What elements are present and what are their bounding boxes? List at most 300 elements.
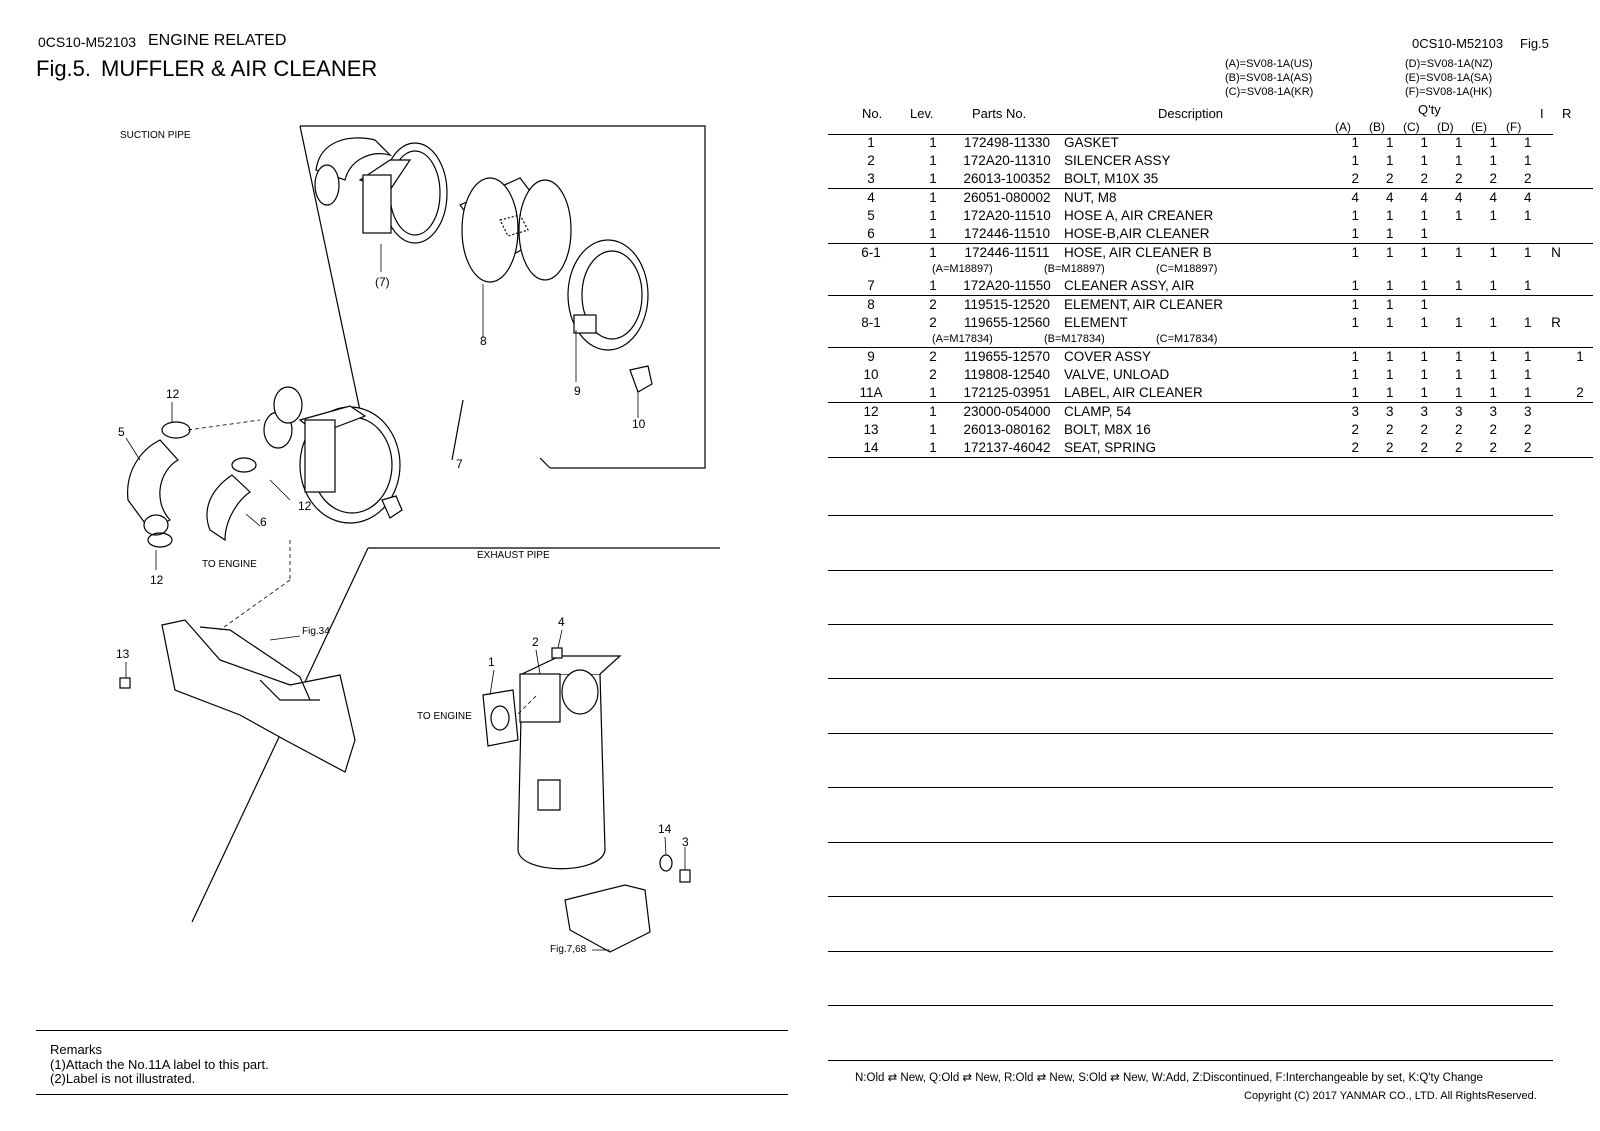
air-cleaner-element (460, 178, 571, 282)
cell-qty (1442, 225, 1477, 244)
cell-lev: 1 (929, 208, 937, 223)
cell-r (1567, 366, 1593, 384)
cell-qty: 3 (1385, 404, 1394, 419)
table-subrow (828, 262, 1593, 277)
cell-i (1545, 170, 1567, 189)
cell-qty: 2 (1407, 439, 1442, 458)
cell-qty: 4 (1385, 190, 1394, 205)
cell-no: 6 (828, 225, 914, 244)
cell-description: COVER ASSY (1064, 349, 1152, 364)
cell-qty: 1 (1523, 208, 1532, 223)
cell-no: 2 (867, 153, 875, 168)
table-subrow (828, 332, 1593, 348)
cell-qty: 3 (1420, 404, 1428, 419)
cell-description: BOLT, M10X 35 (1062, 170, 1338, 189)
figure-title (36, 56, 387, 82)
empty-rule (828, 570, 1553, 571)
cell-r (1567, 403, 1593, 422)
air-cleaner-assembly (264, 387, 402, 523)
table-row (828, 421, 1593, 439)
cell-qty: 1 (1454, 208, 1463, 223)
figure-name: MUFFLER & AIR CLEANER (101, 56, 378, 81)
model-f: (F)=SV08-1A(HK) (1405, 86, 1493, 98)
cell-qty: 1 (1420, 349, 1428, 364)
cell-qty: 1 (1454, 315, 1463, 330)
cell-qty: 4 (1351, 190, 1359, 205)
cell-r (1567, 134, 1593, 152)
label-exhaust-pipe: EXHAUST PIPE (477, 550, 550, 561)
label-to-engine-suction: TO ENGINE (202, 559, 257, 570)
engine-bracket (162, 620, 355, 772)
cell-r (1567, 439, 1593, 458)
cell-qty: 4 (1489, 190, 1497, 205)
cell-qty: 1 (1489, 208, 1497, 223)
cell-lev: 1 (914, 439, 952, 458)
serial-note: (B=M18897) (1044, 263, 1105, 275)
table-row (828, 366, 1593, 384)
cell-qty: 1 (1373, 225, 1408, 244)
cell-i: N (1551, 245, 1561, 260)
table-row (828, 403, 1593, 422)
copyright: Copyright (C) 2017 YANMAR CO., LTD. All RightsReserved. (1244, 1090, 1537, 1102)
cell-parts-no: 119655-12570 (963, 349, 1051, 364)
cell-i (1545, 439, 1567, 458)
washer-14 (660, 855, 672, 871)
cell-i (1545, 348, 1567, 367)
table-row (828, 348, 1593, 367)
cell-qty: 1 (1489, 135, 1497, 150)
cell-parts-no: 172137-46042 (952, 439, 1062, 458)
col-header-r: R (1562, 106, 1572, 121)
col-header-qty: Q'ty (1418, 102, 1441, 117)
cell-no: 1 (867, 135, 875, 150)
cell-qty: 1 (1442, 277, 1477, 296)
table-row (828, 314, 1593, 332)
cell-i (1545, 384, 1567, 403)
cell-qty: 2 (1373, 439, 1408, 458)
empty-rule (828, 842, 1553, 843)
cell-qty: 1 (1385, 208, 1394, 223)
cell-qty: 2 (1385, 422, 1394, 437)
cell-qty: 1 (1420, 315, 1428, 330)
qty-header-d: (D) (1437, 120, 1454, 134)
cell-qty: 2 (1338, 170, 1373, 189)
cell-lev: 1 (929, 153, 937, 168)
nut-4 (552, 648, 562, 658)
serial-note: (A=M17834) (932, 333, 993, 345)
cell-i (1545, 296, 1567, 315)
cell-no: 14 (828, 439, 914, 458)
cell-qty: 1 (1511, 277, 1546, 296)
serial-note: (C=M17834) (1156, 333, 1218, 345)
cell-i (1545, 403, 1567, 422)
cell-description: CLAMP, 54 (1064, 404, 1132, 419)
cell-qty: 1 (1523, 349, 1532, 364)
gasket (483, 690, 518, 746)
cell-parts-no: 172125-03951 (952, 384, 1062, 403)
hose-b (207, 475, 250, 540)
callout-1: 1 (488, 655, 495, 669)
table-row (828, 152, 1593, 170)
cell-r (1567, 421, 1593, 439)
cell-qty: 1 (1351, 349, 1359, 364)
cell-no: 13 (863, 422, 879, 437)
cell-r (1567, 277, 1593, 296)
cell-qty: 1 (1351, 135, 1359, 150)
col-header-i: I (1540, 106, 1544, 121)
cell-qty: 1 (1523, 153, 1532, 168)
cell-qty: 1 (1454, 349, 1463, 364)
remark-item: (1)Attach the No.11A label to this part. (50, 1057, 269, 1072)
cell-qty: 2 (1489, 422, 1497, 437)
cell-no: 8-1 (861, 315, 881, 330)
empty-rule (828, 951, 1553, 952)
figure-ref-right: Fig.5 (1520, 36, 1549, 51)
callout-5: 5 (118, 425, 125, 439)
col-header-no: No. (862, 106, 883, 121)
cell-qty: 1 (1476, 277, 1511, 296)
cell-no: 11A (828, 384, 914, 403)
cell-qty: 2 (1454, 422, 1463, 437)
qty-header-c: (C) (1403, 120, 1420, 134)
cell-r (1567, 189, 1593, 208)
cell-parts-no: 26051-080002 (963, 190, 1051, 205)
cell-description: ELEMENT, AIR CLEANER (1064, 297, 1224, 312)
cell-qty: 2 (1442, 439, 1477, 458)
serial-notes (914, 332, 1593, 348)
figure-number: Fig.5. (36, 56, 92, 81)
cell-qty: 1 (1489, 315, 1497, 330)
cell-qty: 1 (1489, 153, 1497, 168)
cell-qty: 1 (1454, 135, 1463, 150)
empty-rule (828, 1005, 1553, 1006)
doc-section: ENGINE RELATED (148, 32, 287, 49)
callout-10: 10 (632, 417, 646, 431)
muffler (518, 656, 620, 869)
cell-lev: 1 (929, 245, 937, 260)
callout-4: 4 (558, 615, 565, 629)
cell-description: LABEL, AIR CLEANER (1062, 384, 1338, 403)
cell-qty (1511, 225, 1546, 244)
cell-lev: 2 (929, 367, 937, 382)
cell-r (1567, 314, 1593, 332)
cell-no: 9 (867, 349, 875, 364)
callout-7-paren: (7) (375, 275, 390, 289)
cell-parts-no: 119515-12520 (963, 297, 1051, 312)
table-row (828, 225, 1593, 244)
cell-r (1567, 170, 1593, 189)
cell-parts-no: 172498-11330 (963, 135, 1051, 150)
model-d: (D)=SV08-1A(NZ) (1405, 58, 1493, 70)
cell-qty: 2 (1511, 439, 1546, 458)
cell-qty: 1 (1476, 384, 1511, 403)
cell-qty: 1 (1489, 367, 1497, 382)
callout-12-top: 12 (166, 387, 180, 401)
cell-no: 3 (828, 170, 914, 189)
empty-rule (828, 896, 1553, 897)
cell-qty: 1 (1420, 367, 1428, 382)
cell-qty: 3 (1351, 404, 1359, 419)
serial-notes (914, 262, 1593, 277)
remarks-title: Remarks (50, 1042, 103, 1057)
cell-blank (828, 332, 914, 348)
cell-description: HOSE-B,AIR CLEANER (1062, 225, 1338, 244)
qty-header-b: (B) (1369, 120, 1385, 134)
cell-parts-no: 172A20-11550 (952, 277, 1062, 296)
cell-r (1567, 225, 1593, 244)
cell-lev: 2 (929, 349, 937, 364)
cell-i (1545, 366, 1567, 384)
cell-qty: 1 (1385, 135, 1394, 150)
cell-qty: 1 (1351, 297, 1359, 312)
cell-qty: 2 (1351, 422, 1359, 437)
cell-r (1567, 244, 1593, 263)
cell-no: 6-1 (861, 245, 881, 260)
callout-9: 9 (574, 384, 581, 398)
cell-i (1545, 152, 1567, 170)
cell-qty: 4 (1523, 190, 1532, 205)
cell-lev: 2 (929, 315, 937, 330)
cell-qty: 2 (1476, 439, 1511, 458)
table-row (828, 384, 1593, 403)
table-row (828, 244, 1593, 263)
col-header-parts-no: Parts No. (972, 106, 1027, 121)
exploded-parts-diagram (90, 100, 740, 1000)
cell-qty: 2 (1523, 422, 1532, 437)
cell-qty: 2 (1476, 170, 1511, 189)
cell-qty: 1 (1385, 153, 1394, 168)
cell-r (1567, 207, 1593, 225)
cell-qty: 1 (1489, 245, 1497, 260)
table-row (828, 439, 1593, 458)
cell-qty: 1 (1420, 135, 1428, 150)
cell-parts-no: 172446-11510 (952, 225, 1062, 244)
cell-r (1567, 296, 1593, 315)
cell-lev: 1 (914, 277, 952, 296)
cell-no: 7 (828, 277, 914, 296)
qty-header-a: (A) (1335, 120, 1351, 134)
cell-qty: 1 (1407, 277, 1442, 296)
cell-qty: 4 (1454, 190, 1463, 205)
cell-lev: 1 (929, 422, 937, 437)
callout-7: 7 (456, 457, 463, 471)
cell-lev: 2 (929, 297, 937, 312)
cell-parts-no: 172A20-11510 (963, 208, 1051, 223)
cell-qty: 1 (1454, 367, 1463, 382)
cell-qty: 1 (1489, 349, 1497, 364)
cell-qty: 1 (1442, 384, 1477, 403)
cell-description: GASKET (1064, 135, 1119, 150)
remarks-top-rule (36, 1030, 788, 1031)
label-fig768: Fig.7,68 (550, 944, 587, 955)
cell-qty: 4 (1420, 190, 1428, 205)
label-suction-pipe: SUCTION PIPE (120, 130, 191, 141)
cell-qty: 1 (1420, 245, 1428, 260)
cell-lev: 1 (929, 404, 937, 419)
cell-i (1545, 207, 1567, 225)
cell-qty: 1 (1385, 245, 1394, 260)
cell-qty: 1 (1454, 153, 1463, 168)
cell-parts-no: 23000-054000 (963, 404, 1051, 419)
cell-qty (1476, 225, 1511, 244)
cell-description: CLEANER ASSY, AIR (1062, 277, 1338, 296)
serial-note: (C=M18897) (1156, 263, 1218, 275)
qty-header-f: (F) (1506, 120, 1522, 134)
cell-qty: 1 (1385, 315, 1394, 330)
cell-qty: 1 (1407, 384, 1442, 403)
cell-qty: 1 (1407, 225, 1442, 244)
cell-no: 4 (867, 190, 875, 205)
cell-qty: 1 (1338, 384, 1373, 403)
cell-qty: 1 (1373, 384, 1408, 403)
cell-no: 8 (867, 297, 875, 312)
cell-qty (1442, 296, 1477, 315)
cell-description: HOSE A, AIR CREANER (1064, 208, 1214, 223)
cell-qty: 1 (1454, 245, 1463, 260)
cell-no: 5 (867, 208, 875, 223)
cell-qty: 1 (1420, 297, 1428, 312)
callout-8: 8 (480, 334, 487, 348)
cell-r: 2 (1567, 384, 1593, 403)
cell-i: R (1551, 315, 1561, 330)
air-cleaner-housing (315, 138, 447, 243)
cell-lev: 1 (929, 190, 937, 205)
table-row (828, 170, 1593, 189)
cell-parts-no: 172446-11511 (964, 245, 1050, 260)
cell-i (1545, 189, 1567, 208)
cell-qty: 1 (1523, 245, 1532, 260)
callout-3: 3 (682, 835, 689, 849)
cell-qty: 1 (1385, 297, 1394, 312)
bolt-3 (680, 870, 690, 882)
label-to-engine-exhaust: TO ENGINE (417, 711, 472, 722)
cell-r (1567, 152, 1593, 170)
empty-rule (828, 678, 1553, 679)
empty-rule (828, 1060, 1553, 1061)
cell-i (1545, 225, 1567, 244)
cell-qty: 1 (1523, 315, 1532, 330)
cell-qty: 2 (1338, 439, 1373, 458)
callout-12-bottom: 12 (150, 573, 164, 587)
change-code-legend: N:Old ⇄ New, Q:Old ⇄ New, R:Old ⇄ New, S:Old ⇄ New, W:Add, Z:Discontinued, F:Interchangeable by set, K:Q'ty Change (855, 1072, 1483, 1084)
hose-a (128, 440, 178, 535)
remark-item: (2)Label is not illustrated. (50, 1071, 196, 1086)
model-a: (A)=SV08-1A(US) (1225, 58, 1313, 70)
cell-qty: 1 (1338, 225, 1373, 244)
cell-description: SEAT, SPRING (1062, 439, 1338, 458)
cell-qty: 3 (1489, 404, 1497, 419)
cell-qty: 1 (1420, 208, 1428, 223)
cell-qty (1511, 296, 1546, 315)
table-row (828, 277, 1593, 296)
cell-qty: 1 (1351, 315, 1359, 330)
cell-description: NUT, M8 (1064, 190, 1117, 205)
cell-parts-no: 172A20-11310 (963, 153, 1051, 168)
serial-note: (A=M18897) (932, 263, 993, 275)
cell-qty: 1 (1351, 208, 1359, 223)
cell-qty: 1 (1351, 245, 1359, 260)
cell-qty: 2 (1511, 170, 1546, 189)
col-header-description: Description (1158, 106, 1224, 121)
cell-parts-no: 119655-12560 (963, 315, 1051, 330)
empty-rule (828, 624, 1553, 625)
label-fig34: Fig.34 (302, 626, 330, 637)
cell-qty: 1 (1385, 349, 1394, 364)
cell-description: BOLT, M8X 16 (1064, 422, 1151, 437)
cell-parts-no: 26013-100352 (952, 170, 1062, 189)
callout-14: 14 (658, 822, 672, 836)
model-b: (B)=SV08-1A(AS) (1225, 72, 1313, 84)
unload-valve (630, 366, 652, 392)
cell-qty: 1 (1523, 367, 1532, 382)
cell-qty: 3 (1523, 404, 1532, 419)
cell-parts-no: 26013-080162 (963, 422, 1051, 437)
cell-qty: 1 (1511, 384, 1546, 403)
callout-6: 6 (260, 515, 267, 529)
cell-lev: 1 (914, 170, 952, 189)
cell-qty: 1 (1523, 135, 1532, 150)
cell-qty: 2 (1420, 422, 1428, 437)
air-cleaner-cover (568, 240, 648, 350)
model-c: (C)=SV08-1A(KR) (1225, 86, 1314, 98)
cell-no: 12 (863, 404, 879, 419)
cell-qty: 2 (1407, 170, 1442, 189)
cell-qty: 1 (1351, 367, 1359, 382)
empty-rule (828, 733, 1553, 734)
empty-rule (828, 787, 1553, 788)
muffler-bracket (565, 885, 650, 952)
table-row (828, 296, 1593, 315)
cell-i (1545, 421, 1567, 439)
cell-qty: 3 (1454, 404, 1463, 419)
leader-7 (452, 400, 463, 460)
cell-i (1545, 134, 1567, 152)
empty-rule (828, 515, 1553, 516)
cell-qty: 1 (1420, 153, 1428, 168)
cell-qty: 2 (1442, 170, 1477, 189)
model-e: (E)=SV08-1A(SA) (1405, 72, 1493, 84)
table-row (828, 207, 1593, 225)
remarks-bottom-rule (36, 1094, 788, 1095)
table-row (828, 189, 1593, 208)
cell-lev: 1 (914, 225, 952, 244)
cell-qty: 2 (1373, 170, 1408, 189)
cell-description: ELEMENT (1064, 315, 1128, 330)
col-header-lev: Lev. (910, 106, 934, 121)
cell-qty: 1 (1373, 277, 1408, 296)
cell-r: 1 (1576, 349, 1584, 364)
cell-qty: 1 (1338, 277, 1373, 296)
callout-13: 13 (116, 647, 130, 661)
doc-code-right: 0CS10-M52103 (1412, 36, 1504, 51)
cell-qty (1476, 296, 1511, 315)
qty-header-e: (E) (1471, 120, 1487, 134)
cell-qty: 1 (1385, 367, 1394, 382)
cell-blank (828, 262, 914, 277)
callout-12-mid: 12 (298, 499, 312, 513)
serial-note: (B=M17834) (1044, 333, 1105, 345)
cell-description: HOSE, AIR CLEANER B (1064, 245, 1212, 260)
cell-lev: 1 (929, 135, 937, 150)
cell-i (1545, 277, 1567, 296)
table-row (828, 134, 1593, 152)
cell-description: VALVE, UNLOAD (1064, 367, 1170, 382)
doc-code: 0CS10-M52103 (38, 34, 137, 50)
bolt-13 (120, 678, 130, 688)
cell-lev: 1 (914, 384, 952, 403)
cell-description: SILENCER ASSY (1064, 153, 1171, 168)
cell-parts-no: 119808-12540 (963, 367, 1051, 382)
